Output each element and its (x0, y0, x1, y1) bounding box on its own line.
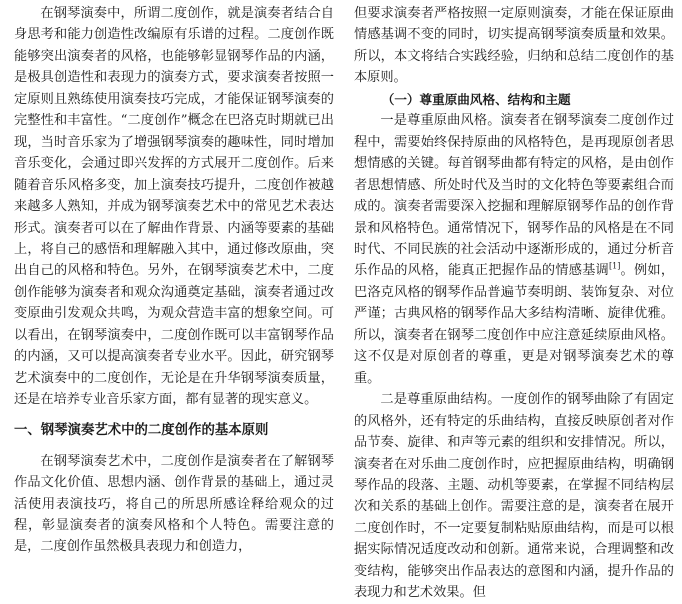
section-heading: 一、钢琴演奏艺术中的二度创作的基本原则 (14, 422, 269, 438)
right-column (354, 3, 675, 601)
left-column (14, 3, 334, 585)
style-paragraph (354, 110, 674, 389)
structure-paragraph: 二是尊重原曲结构。一度创作的钢琴曲除了有固定的风格外，还有特定的乐曲结构，直接反映原创者对作品节奏、旋律、和声等元素的组织和安排情况。所以，演奏者在对乐曲二度创作时，应把握原曲结构，明确钢琴作品的段落、主题、动机等要素，在掌握不同结构层次和关系的基础上创作。需要注意的是，演奏者在展开二度创作时，不一定要复制粘贴原曲结构，而是可以根据实际情况适度改动和创新。通常来说，合理调整和改变结构，能够突出作品表达的意图和内涵，提升作品的表现力和艺术效果。但 (354, 392, 674, 601)
citation-mark: [1] (608, 262, 621, 272)
continued-paragraph: 但要求演奏者严格按照一定原则演奏，才能在保证原曲情感基调不变的同时，切实提高钢琴演奏质量和效果。所以，本文将结合实践经验，归纳和总结二度创作的基本原则。 (354, 6, 674, 86)
sub-heading: （一）尊重原曲风格、结构和主题 (381, 91, 571, 107)
style-paragraph-text-continued: 。例如，巴洛克风格的钢琴作品普遍节奏明朗、装饰复杂、对位严谨；古典风格的钢琴作品大多结构清晰、旋律优雅。所以，演奏者在钢琴二度创作中应注意延续原曲风格。这不仅是对原创者的尊重，更是对钢琴演奏艺术的尊重。 (354, 263, 675, 386)
section-paragraph: 在钢琴演奏艺术中，二度创作是演奏者在了解钢琴作品文化价值、思想内涵、创作背景的基础上，通过灵活使用表演技巧，将自己的所思所感诠释给观众的过程，彰显演奏者的演奏风格和个人特色。需要注意的是，二度创作虽然极具表现力和创造力， (14, 453, 334, 555)
intro-paragraph: 在钢琴演奏中，所谓二度创作，就是演奏者结合自身思考和能力创造性改编原有乐谱的过程。二度创作既能够突出演奏者的风格，也能够彰显钢琴作品的内涵，是极具创造性和表现力的演奏方式，要求演奏者按照一定原则且熟练使用演奏技巧完成，才能保证钢琴演奏的完整性和丰富性。“二度创作”概念在巴洛克时期就已出现，当时音乐家为了增强钢琴演奏的趣味性，同时增加音乐变化，会通过即兴发挥的方式展开二度创作。后来随着音乐风格多变，加上演奏技巧提升，二度创作被越来越多人熟知，并成为钢琴演奏艺术中的常见艺术表达形式。演奏者可以在了解曲作背景、内涵等要素的基础上，将自己的感悟和理解融入其中，通过修改原曲，突出自己的风格和特色。另外，在钢琴演奏艺术中，二度创作能够为演奏者和观众沟通奠定基础，演奏者通过改变原曲引发观众共鸣，为观众营造丰富的想象空间。可以看出，在钢琴演奏中，二度创作既可以丰富钢琴作品的内涵，又可以提高演奏者专业水平。因此，研究钢琴艺术演奏中的二度创作，无论是在升华钢琴演奏质量，还是在培养专业音乐家方面，都有显著的现实意义。 (14, 6, 334, 408)
style-paragraph-text: 一是尊重原曲风格。演奏者在钢琴演奏二度创作过程中，需要始终保持原曲的风格特色，是再现原创者思想情感的关键。每首钢琴曲都有特定的风格，是由创作者思想情感、所处时代及当时的文化特色等要素组合而成的。演奏者需要深入挖掘和理解原钢琴作品的创作背景和风格特色。通常情况下，钢琴作品的风格是在不同时代、不同民族的社会活动中逐渐形成的，通过分析音乐作品的风格，能真正把握作品的情感基调 (354, 113, 674, 279)
